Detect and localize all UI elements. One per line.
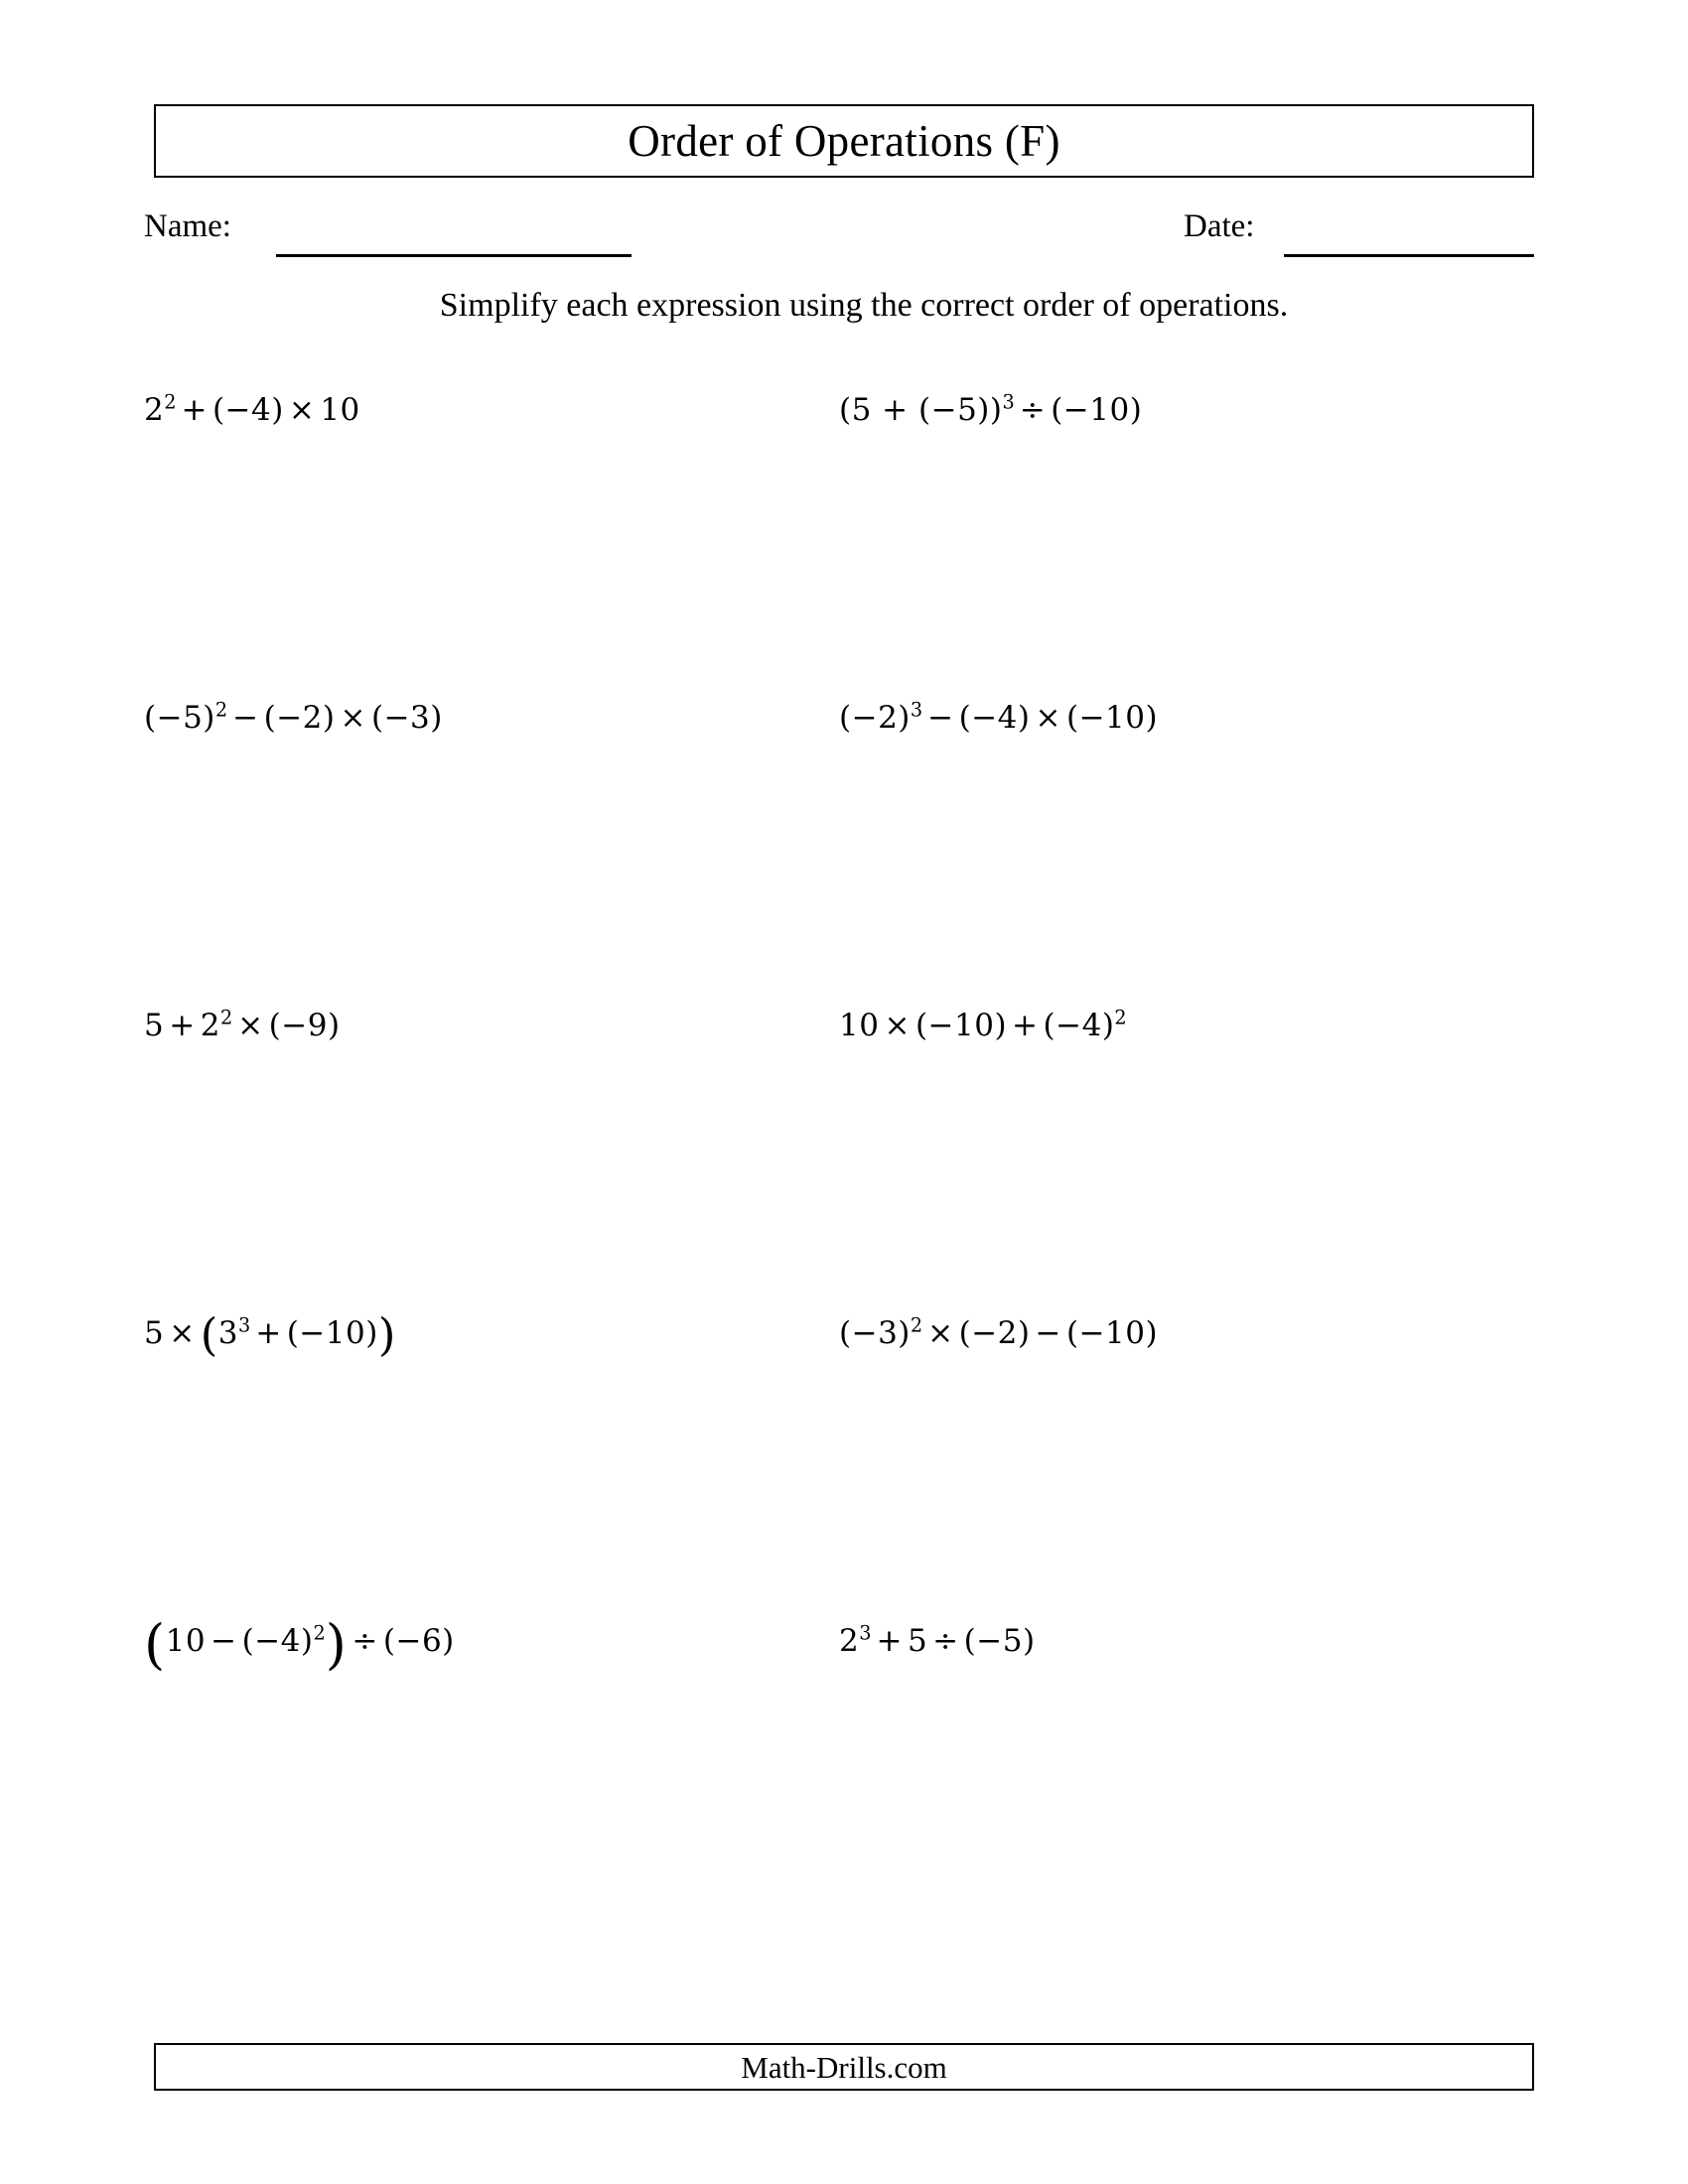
expression-1: $2^2 + (-4) \times 10$	[144, 390, 360, 428]
page-title: Order of Operations (F)	[628, 115, 1060, 166]
footer-box	[154, 2043, 1534, 2091]
close-paren: )	[377, 1308, 396, 1362]
date-label: Date:	[1184, 208, 1255, 244]
problem-3[interactable]	[144, 700, 443, 738]
problem-9[interactable]	[144, 1612, 455, 1676]
problem-row	[0, 1308, 1688, 1623]
expression-4: $(-2)^3 - (-4) \times (-10)$	[839, 698, 1159, 736]
problems-grid	[0, 392, 1688, 1931]
problem-row	[0, 1612, 1688, 1931]
problem-2[interactable]	[839, 392, 1142, 430]
expression-9: $(10 - (-4)^2) \div (-6)$	[144, 1612, 455, 1676]
problem-row	[0, 700, 1688, 1008]
problem-4[interactable]	[839, 700, 1158, 738]
title-box	[154, 104, 1534, 178]
date-input-line[interactable]	[1284, 254, 1534, 257]
expression-6: $10 \times (-10) + (-4)^2$	[839, 1006, 1127, 1043]
name-label: Name:	[144, 208, 231, 244]
instruction-text: Simplify each expression using the correct order of operations.	[439, 287, 1289, 324]
expression-2: $(5 + (-5))^3 \div (-10)$	[839, 390, 1143, 428]
close-paren: )	[325, 1612, 348, 1676]
expression-3: $(-5)^2 - (-2) \times (-3)$	[144, 698, 443, 736]
expression-5: $5 + 2^2 \times (-9)$	[144, 1006, 341, 1043]
problem-row	[0, 1008, 1688, 1315]
problem-7[interactable]	[144, 1308, 396, 1362]
expression-7: $5 \times (3^3 + (-10))$	[144, 1308, 396, 1362]
problem-6[interactable]	[839, 1008, 1127, 1045]
open-paren: (	[144, 1612, 166, 1676]
problem-5[interactable]	[144, 1008, 341, 1045]
problem-10[interactable]	[839, 1623, 1036, 1661]
problem-row	[0, 392, 1688, 700]
problem-1[interactable]	[144, 392, 360, 430]
expression-10: $2^3 + 5 \div (-5)$	[839, 1621, 1036, 1659]
footer-text: Math-Drills.com	[741, 2049, 947, 2085]
open-paren: (	[200, 1308, 218, 1362]
name-date-row	[0, 199, 1688, 258]
instruction-line	[0, 289, 1688, 323]
name-input-line[interactable]	[276, 254, 632, 257]
problem-8[interactable]	[839, 1315, 1158, 1353]
expression-8: $(-3)^2 \times (-2) - (-10)$	[839, 1313, 1159, 1351]
